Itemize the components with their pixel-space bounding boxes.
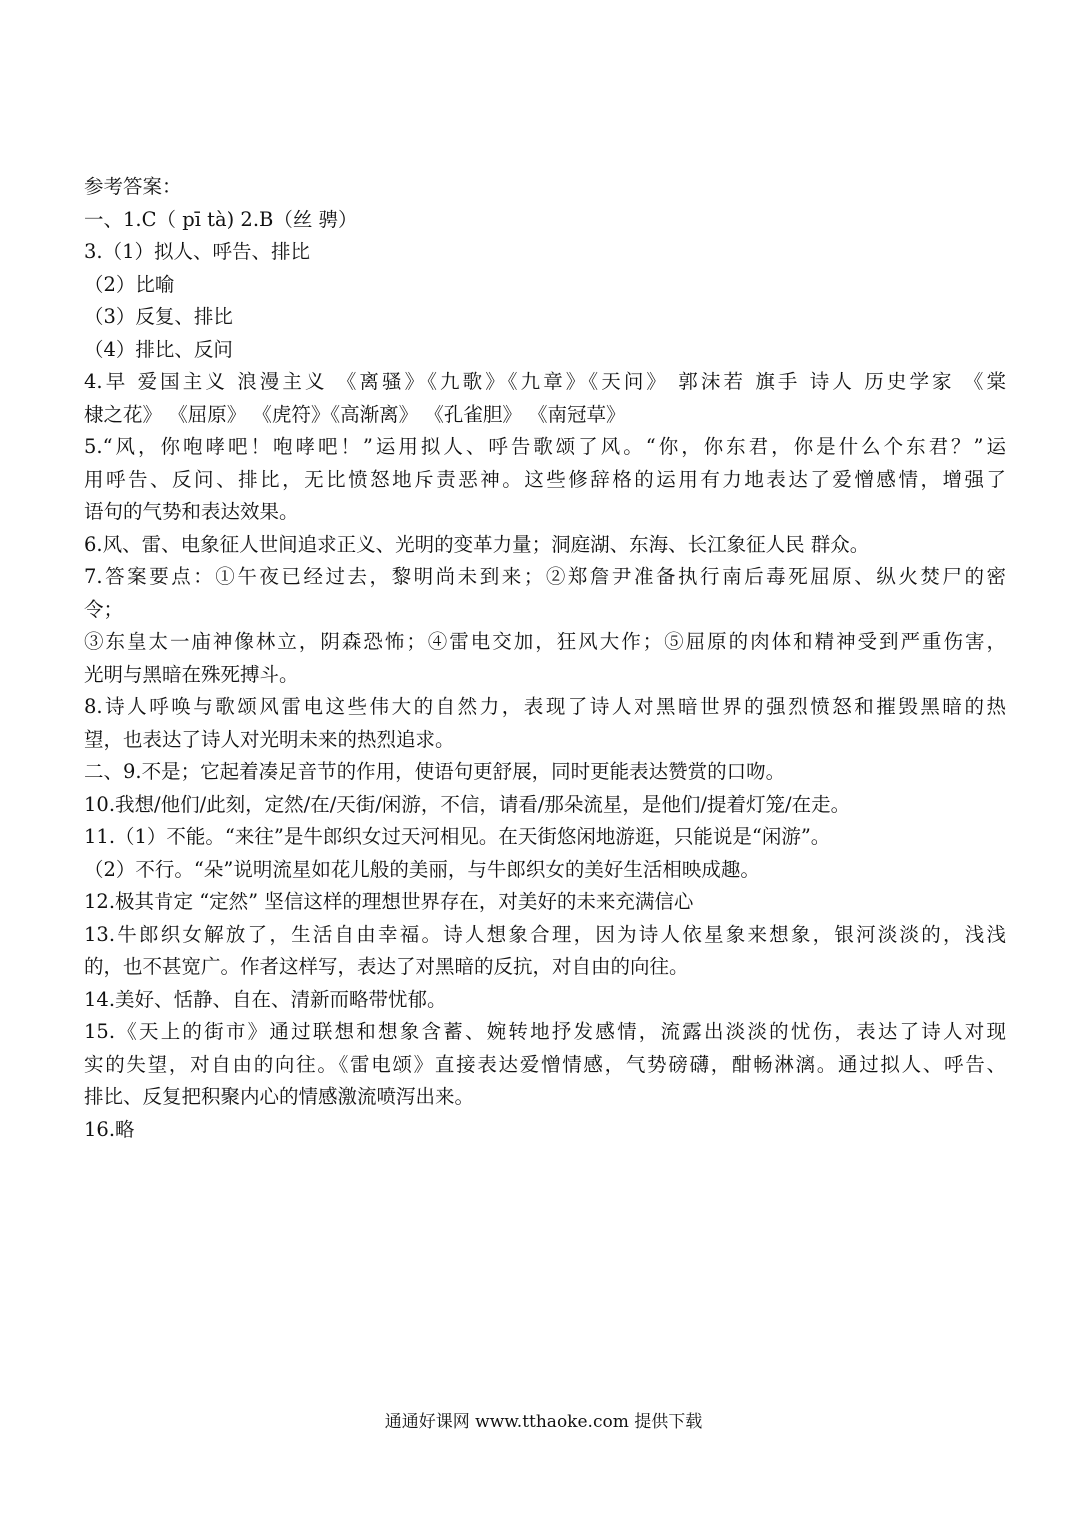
answer-line-28: 排比、反复把积聚内心的情感激流喷泻出来。 [84,1085,475,1108]
document-heading: 参考答案： [84,175,182,198]
answer-line-1: 一、1.C（ pī tà) 2.B（丝 骋） [84,207,358,231]
answer-line-17: 望，也表达了诗人对光明未来的热烈追求。 [84,727,455,751]
answer-line-2: 3.（1）拟人、呼告、排比 [84,240,311,263]
page-footer: 通通好课网 www.tthaoke.com 提供下载 [384,1412,703,1432]
answer-line-20: 11.（1）不能。“来往”是牛郎织女过天河相见。在天街悠闲地游逛，只能说是“闲游”。 [84,825,831,848]
answer-line-23: 13.牛郎织女解放了，生活自由幸福。诗人想象合理，因为诗人依星象来想象，银河淡淡的，浅浅 [84,922,1006,946]
answer-line-10: 语句的气势和表达效果。 [84,500,299,523]
answer-line-25: 14.美好、恬静、自在、清新而略带忧郁。 [84,987,447,1011]
answer-line-6: 4.早 爱国主义 浪漫主义 《离骚》《九歌》《九章》《天问》 郭沫若 旗手 诗人 历史学家 《棠 [84,370,1006,393]
answer-line-3: （2）比喻 [84,272,175,296]
answer-line-21: （2）不行。“朵”说明流星如花儿般的美丽，与牛郎织女的美好生活相映成趣。 [84,857,760,881]
answer-line-27: 实的失望，对自由的向往。《雷电颂》直接表达爱憎情感，气势磅礴，酣畅淋漓。通过拟人、呼告、 [84,1052,1006,1076]
answer-line-5: （4）排比、反问 [84,337,233,361]
answer-line-29: 16.略 [84,1117,135,1141]
answer-line-12: 7.答案要点：①午夜已经过去，黎明尚未到来；②郑詹尹准备执行南后毒死屈原、纵火焚尸的密 [84,565,1006,588]
answer-line-7: 棣之花》 《屈原》 《虎符》《高渐离》 《孔雀胆》 《南冠草》 [84,402,626,426]
answer-document [84,171,1006,1146]
answer-line-18: 二、9.不是；它起着凑足音节的作用，使语句更舒展，同时更能表达赞赏的口吻。 [84,760,786,783]
answer-line-13: 令； [84,597,124,621]
answer-line-24: 的，也不甚宽广。作者这样写，表达了对黑暗的反抗，对自由的向往。 [84,955,689,978]
answer-line-26: 15.《天上的街市》通过联想和想象含蓄、婉转地抒发感情，流露出淡淡的忧伤，表达了诗人对现 [84,1020,1006,1043]
answer-line-22: 12.极其肯定 “定然” 坚信这样的理想世界存在，对美好的未来充满信心 [84,890,694,913]
answer-line-11: 6.风、雷、电象征人世间追求正义、光明的变革力量；洞庭湖、东海、长江象征人民 群众。 [84,532,870,556]
answer-line-14: ③东皇太一庙神像林立，阴森恐怖；④雷电交加，狂风大作；⑤屈原的肉体和精神受到严重伤害， [84,630,1006,653]
answer-line-8: 5.“风，你咆哮吧！咆哮吧！”运用拟人、呼告歌颂了风。“你，你东君，你是什么个东君？”运 [84,435,1006,458]
answer-line-4: （3）反复、排比 [84,305,233,328]
answer-line-9: 用呼告、反问、排比，无比愤怒地斥责恶神。这些修辞格的运用有力地表达了爱憎感情，增强了 [84,467,1006,491]
answer-line-19: 10.我想/他们/此刻，定然/在/天街/闲游，不信，请看/那朵流星，是他们/提着灯笼/在走。 [84,792,851,816]
answer-line-15: 光明与黑暗在殊死搏斗。 [84,662,299,686]
answer-line-16: 8.诗人呼唤与歌颂风雷电这些伟大的自然力，表现了诗人对黑暗世界的强烈愤怒和摧毁黑暗的热 [84,695,1006,718]
